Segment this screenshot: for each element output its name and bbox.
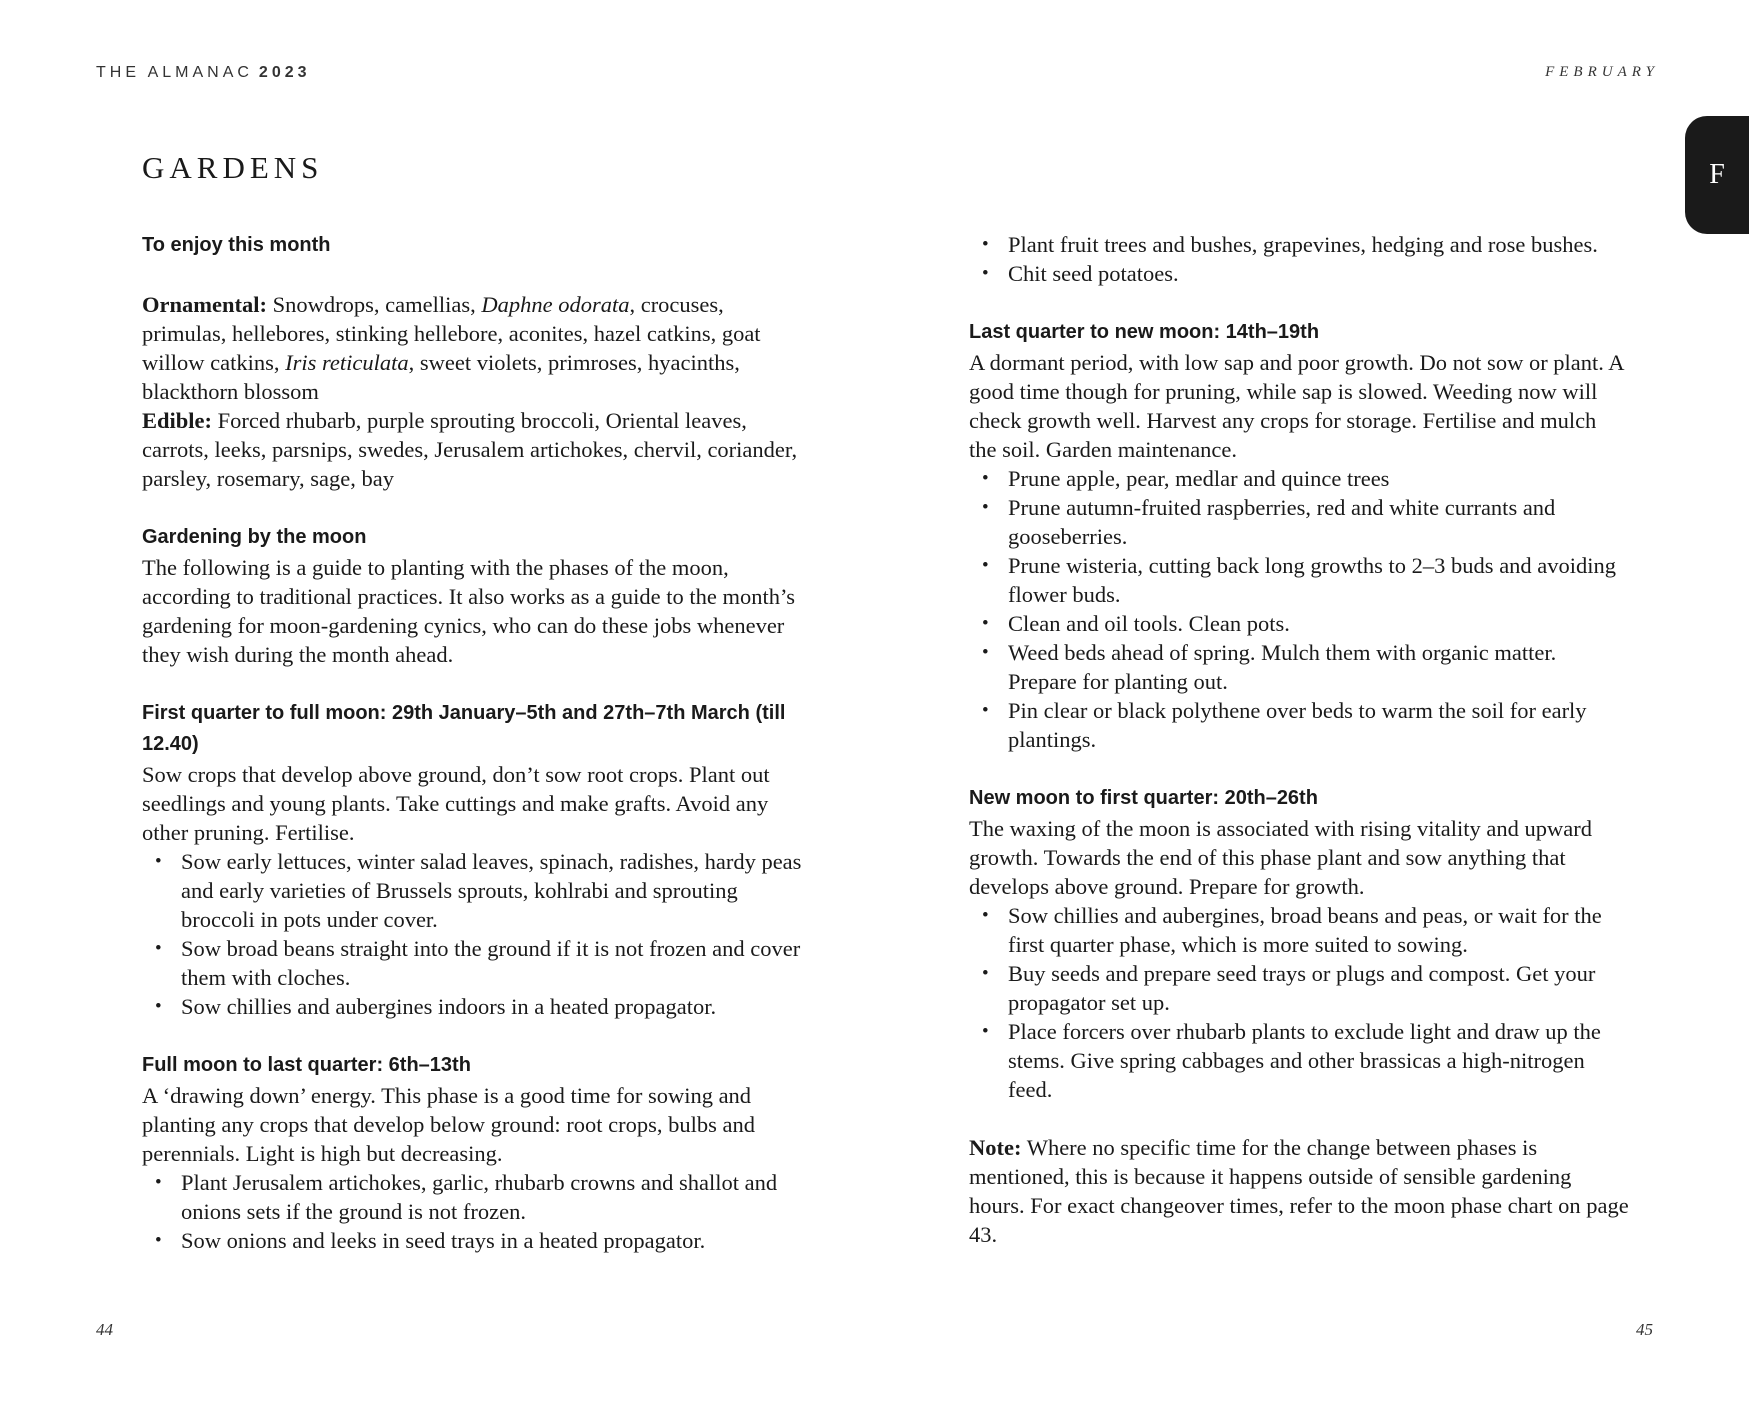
moon-intro-text: The following is a guide to planting with the phases of the moon, according to traditional practices. It also works as a guide to the month’s gardening for moon-gardening cynics, who can do these jobs whenever they wish during the month ahead. <box>142 555 795 667</box>
full-moon-list-continued <box>969 230 1629 288</box>
full-moon-list <box>142 1168 802 1255</box>
list-item: • Chit seed potatoes. <box>982 261 1179 286</box>
enjoy-heading: To enjoy this month <box>142 234 331 256</box>
page-number-right: 45 <box>1636 1320 1653 1339</box>
last-quarter-heading: Last quarter to new moon: 14th–19th <box>969 321 1320 343</box>
ornamental-label: Ornamental: <box>142 292 267 317</box>
list-item: • Sow early lettuces, winter salad leaves, spinach, radishes, hardy peas and early varieties of Brussels sprouts, kohlrabi and sprouting broccoli in pots under cover. <box>155 849 802 932</box>
list-item: • Buy seeds and prepare seed trays or plugs and compost. Get your propagator set up. <box>982 961 1596 1015</box>
list-item-text: Sow onions and leeks in seed trays in a heated propagator. <box>181 1228 706 1253</box>
list-item-text: Place forcers over rhubarb plants to exclude light and draw up the stems. Give spring cabbages and other brassicas a high-nitrogen feed. <box>1008 1019 1601 1102</box>
first-quarter-list <box>142 847 802 1021</box>
list-item-text: Sow broad beans straight into the ground if it is not frozen and cover them with cloches. <box>181 936 801 990</box>
last-quarter-text: A dormant period, with low sap and poor growth. Do not sow or plant. A good time though for pruning, while sap is slowed. Weeding now will check growth well. Harvest any crops for storage. Fertilise and mulch the soil. Garden maintenance. <box>969 350 1624 462</box>
almanac-title: THE ALMANAC <box>96 64 253 81</box>
new-moon-text: The waxing of the moon is associated with rising vitality and upward growth. Towards the end of this phase plant and sow anything that develops above ground. Prepare for growth. <box>969 816 1593 899</box>
list-item-text: Sow early lettuces, winter salad leaves, spinach, radishes, hardy peas and early varieties of Brussels sprouts, kohlrabi and sprouting broccoli in pots under cover. <box>181 849 802 932</box>
edible-label: Edible: <box>142 408 213 433</box>
new-moon-list <box>969 901 1629 1104</box>
first-quarter-heading: First quarter to full moon: 29th January–5th and 27th–7th March (till 12.40) <box>142 702 786 755</box>
full-moon-text: A ‘drawing down’ energy. This phase is a good time for sowing and planting any crops that develop below ground: root crops, bulbs and perennials. Light is high but decreasing. <box>142 1083 756 1166</box>
list-item-text: Buy seeds and prepare seed trays or plugs and compost. Get your propagator set up. <box>1008 961 1596 1015</box>
right-column <box>969 230 1629 1249</box>
list-item-text: Plant fruit trees and bushes, grapevines, hedging and rose bushes. <box>1008 232 1598 257</box>
list-item-text: Prune apple, pear, medlar and quince trees <box>1008 466 1390 491</box>
list-item: • Sow chillies and aubergines, broad beans and peas, or wait for the first quarter phase, which is more suited to sowing. <box>982 903 1602 957</box>
first-quarter-text: Sow crops that develop above ground, don’t sow root crops. Plant out seedlings and young plants. Take cuttings and make grafts. Avoid any other pruning. Fertilise. <box>142 762 770 845</box>
edible-text: Forced rhubarb, purple sprouting broccoli, Oriental leaves, carrots, leeks, parsnips, swedes, Jerusalem artichokes, chervil, coriander, parsley, rosemary, sage, bay <box>142 408 798 491</box>
list-item-text: Weed beds ahead of spring. Mulch them with organic matter. Prepare for planting out. <box>1008 640 1557 694</box>
list-item-text: Pin clear or black polythene over beds to warm the soil for early plantings. <box>1008 698 1587 752</box>
note-paragraph <box>969 1133 1629 1249</box>
list-item: • Plant Jerusalem artichokes, garlic, rhubarb crowns and shallot and onions sets if the ground is not frozen. <box>155 1170 778 1224</box>
list-item: • Sow chillies and aubergines indoors in a heated propagator. <box>155 994 717 1019</box>
list-item-text: Clean and oil tools. Clean pots. <box>1008 611 1290 636</box>
left-column <box>142 230 802 1255</box>
page-number-left: 44 <box>96 1320 113 1339</box>
list-item-text: Chit seed potatoes. <box>1008 261 1179 286</box>
ornamental-text: Snowdrops, camellias, <box>266 292 482 317</box>
new-moon-heading: New moon to first quarter: 20th–26th <box>969 787 1318 809</box>
month-heading: FEBRUARY <box>1545 64 1659 80</box>
list-item: • Sow onions and leeks in seed trays in a heated propagator. <box>155 1228 706 1253</box>
list-item: • Plant fruit trees and bushes, grapevines, hedging and rose bushes. <box>982 232 1598 257</box>
list-item: • Pin clear or black polythene over beds to warm the soil for early plantings. <box>982 698 1587 752</box>
list-item: • Clean and oil tools. Clean pots. <box>982 611 1290 636</box>
ornamental-italic: Daphne odorata <box>481 292 630 317</box>
ornamental-italic: Iris reticulata <box>285 350 409 375</box>
list-item: • Sow broad beans straight into the ground if it is not frozen and cover them with cloches. <box>155 936 801 990</box>
note-label: Note: <box>969 1135 1022 1160</box>
list-item-text: Plant Jerusalem artichokes, garlic, rhubarb crowns and shallot and onions sets if the ground is not frozen. <box>181 1170 778 1224</box>
note-text: Where no specific time for the change between phases is mentioned, this is because it happens outside of sensible gardening hours. For exact changeover times, refer to the moon phase chart on page 43. <box>969 1135 1629 1247</box>
list-item: • Prune apple, pear, medlar and quince trees <box>982 466 1390 491</box>
list-item: • Prune wisteria, cutting back long growths to 2–3 buds and avoiding flower buds. <box>982 553 1617 607</box>
edible-paragraph <box>142 406 802 493</box>
last-quarter-list <box>969 464 1629 754</box>
list-item: • Weed beds ahead of spring. Mulch them with organic matter. Prepare for planting out. <box>982 640 1557 694</box>
ornamental-text: , sweet violets, primroses, hyacinths, blackthorn blossom <box>142 350 740 404</box>
list-item-text: Prune autumn-fruited raspberries, red and white currants and gooseberries. <box>1008 495 1556 549</box>
full-moon-heading: Full moon to last quarter: 6th–13th <box>142 1054 471 1076</box>
list-item: • Prune autumn-fruited raspberries, red and white currants and gooseberries. <box>982 495 1556 549</box>
section-title: GARDENS <box>142 150 324 185</box>
moon-intro-heading: Gardening by the moon <box>142 526 367 548</box>
month-thumb-tab: F <box>1685 116 1749 234</box>
running-head <box>96 64 311 82</box>
list-item-text: Sow chillies and aubergines indoors in a heated propagator. <box>181 994 717 1019</box>
ornamental-text: , crocuses, primulas, hellebores, stinking hellebore, aconites, hazel catkins, goat willow catkins, <box>142 292 761 375</box>
list-item-text: Prune wisteria, cutting back long growths to 2–3 buds and avoiding flower buds. <box>1008 553 1617 607</box>
almanac-year: 2023 <box>258 64 311 81</box>
list-item-text: Sow chillies and aubergines, broad beans and peas, or wait for the first quarter phase, which is more suited to sowing. <box>1008 903 1602 957</box>
ornamental-paragraph <box>142 290 802 406</box>
list-item: • Place forcers over rhubarb plants to exclude light and draw up the stems. Give spring cabbages and other brassicas a high-nitrogen feed. <box>982 1019 1601 1102</box>
